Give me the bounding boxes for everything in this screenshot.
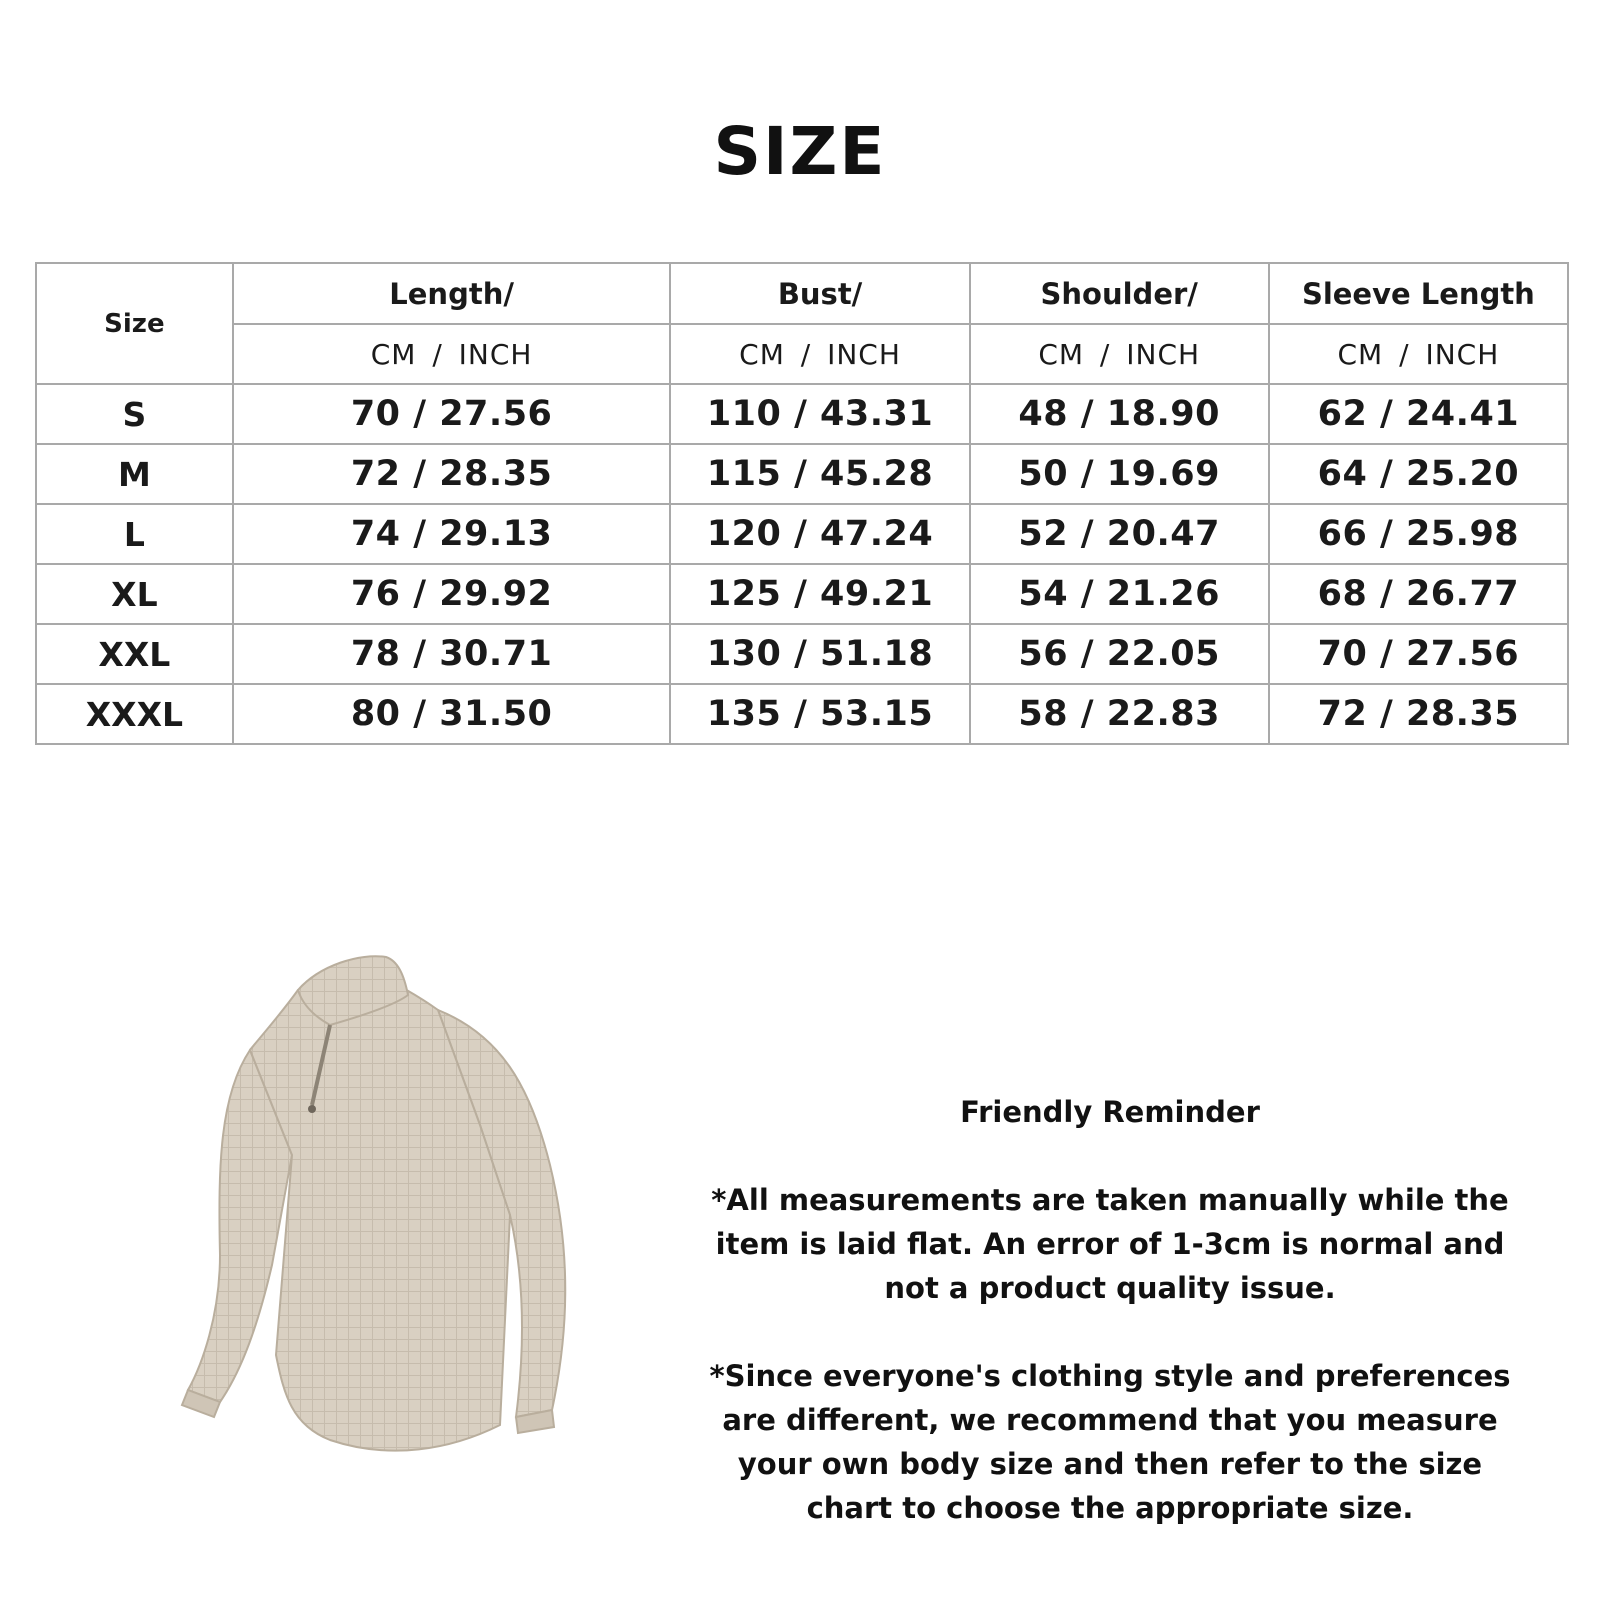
shoulder-cell: 58 / 22.83 [970,684,1269,744]
reminder-size-advice: *Since everyone's clothing style and preferences are different, we recommend that you measure your own body size and then refer to the size chart to choose the appropriate size. [709,1359,1511,1525]
length-cell: 74 / 29.13 [233,504,671,564]
table-row [36,624,1568,684]
size-cell: XL [36,564,233,624]
shoulder-column-header: Shoulder/ [970,263,1269,324]
shoulder-cell: 48 / 18.90 [970,384,1269,444]
table-row [36,444,1568,504]
length-cell: 78 / 30.71 [233,624,671,684]
length-cell: 80 / 31.50 [233,684,671,744]
table-header-row [36,263,1568,324]
length-cell: 76 / 29.92 [233,564,671,624]
sleeve-cell: 62 / 24.41 [1269,384,1568,444]
size-chart-table [35,262,1569,745]
reminder-measurement-note: *All measurements are taken manually while the item is laid flat. An error of 1-3cm is normal and not a product quality issue. [711,1183,1509,1305]
sleeve-cell: 66 / 25.98 [1269,504,1568,564]
length-column-header: Length/ [233,263,671,324]
sleeve-cell: 70 / 27.56 [1269,624,1568,684]
bust-cell: 115 / 45.28 [670,444,969,504]
shoulder-cell: 56 / 22.05 [970,624,1269,684]
bust-column-header: Bust/ [670,263,969,324]
shoulder-cell: 52 / 20.47 [970,504,1269,564]
length-unit-header: CM / INCH [233,324,671,384]
bust-cell: 110 / 43.31 [670,384,969,444]
table-unit-row [36,324,1568,384]
size-cell: M [36,444,233,504]
bust-cell: 120 / 47.24 [670,504,969,564]
friendly-reminder [700,1090,1520,1574]
reminder-title: Friendly Reminder [960,1095,1260,1129]
size-cell: XXL [36,624,233,684]
table-row [36,684,1568,744]
sleeve-unit-header: CM / INCH [1269,324,1568,384]
product-image [180,955,590,1495]
bust-cell: 130 / 51.18 [670,624,969,684]
sleeve-cell: 68 / 26.77 [1269,564,1568,624]
shoulder-cell: 54 / 21.26 [970,564,1269,624]
sleeve-cell: 72 / 28.35 [1269,684,1568,744]
size-cell: XXXL [36,684,233,744]
shoulder-cell: 50 / 19.69 [970,444,1269,504]
table-row [36,504,1568,564]
size-cell: L [36,504,233,564]
sleeve-length-column-header: Sleeve Length [1269,263,1568,324]
page-title: SIZE [713,113,887,190]
shoulder-unit-header: CM / INCH [970,324,1269,384]
sleeve-cell: 64 / 25.20 [1269,444,1568,504]
length-cell: 70 / 27.56 [233,384,671,444]
bust-unit-header: CM / INCH [670,324,969,384]
bust-cell: 125 / 49.21 [670,564,969,624]
length-cell: 72 / 28.35 [233,444,671,504]
bust-cell: 135 / 53.15 [670,684,969,744]
quarter-zip-sweater-image [180,955,590,1495]
table-row [36,564,1568,624]
size-column-header: Size [36,263,233,384]
table-row [36,384,1568,444]
size-cell: S [36,384,233,444]
